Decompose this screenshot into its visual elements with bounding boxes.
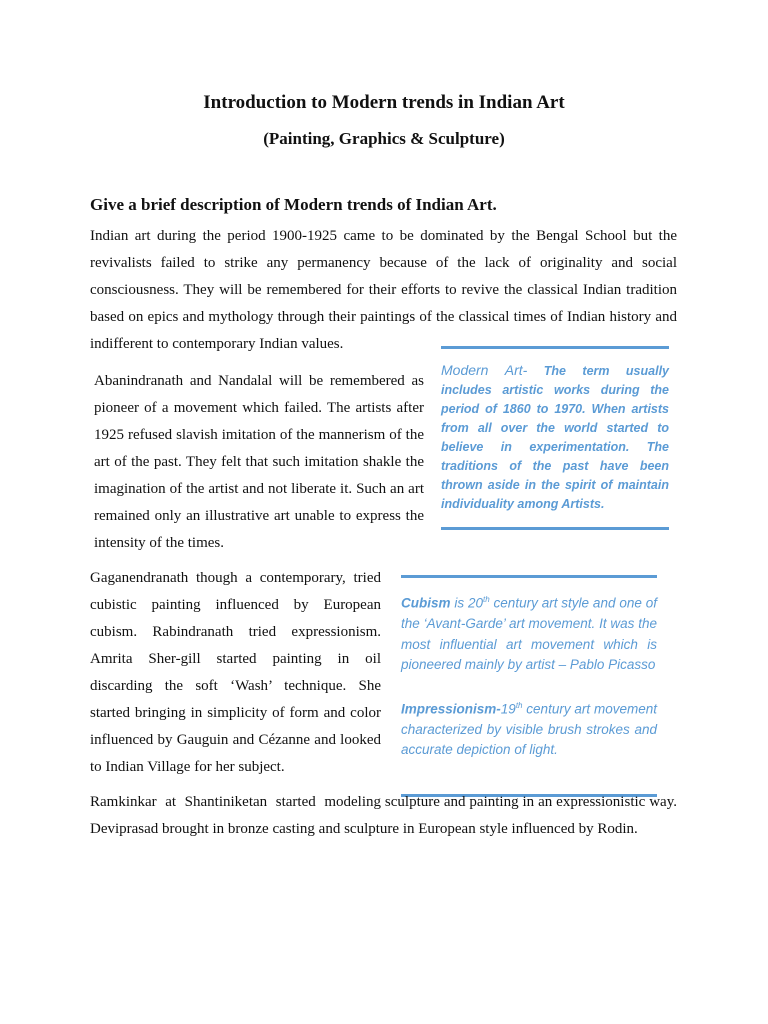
sidebox-modern-art [441, 346, 669, 530]
question-heading: Give a brief description of Modern trends of Indian Art. [90, 195, 497, 214]
impressionism-term: Impressionism- [401, 701, 501, 716]
paragraph-ramkinkar-first-line: Ramkinkar at Shantiniketan started modeling [90, 794, 381, 810]
paragraph-abanindranath: Abanindranath and Nandalal will be remembered as pioneer of a movement which failed. The artists after 1925 refused slavish imitation of the mannerism of the art of the past. They felt that such imitation shakle the imagination of the artist and not liberate it. Such an art remained only an illustrative art unable to express the intensity of the times. [94, 373, 424, 551]
paragraph-ramkinkar [90, 789, 677, 843]
paragraph-ramkinkar-rest: sculpture and painting in an expressionistic way. Deviprasad brought in bronze casting and sculpture in European style influenced by Rodin. [90, 794, 677, 837]
impressionism-definition: Impressionism-19th century art movement characterized by visible brush strokes and accurate depiction of light. [401, 700, 657, 757]
document-subtitle: (Painting, Graphics & Sculpture) [263, 129, 505, 148]
paragraph-gaganendranath: Gaganendranath though a contemporary, tried cubistic painting influenced by European cubism. Rabindranath tried expressionism. Amrita Sher-gill started painting in oil discarding the soft ‘Wash’ technique. She started bringing in simplicity of form and color influenced by Gauguin and Cézanne and looked to Indian Village for her subject. [90, 570, 381, 775]
cubism-definition: Cubism is 20th century art style and one of the ‘Avant-Garde’ art movement. It was the most influential art movement which is pioneered mainly by artist – Pablo Picasso [401, 595, 657, 672]
modern-art-definition: The term usually includes artistic works during the period of 1860 to 1970. When artists from all over the world started to believe in experimentation. The traditions of the past have been thrown aside in the spirit of maintain individuality among Artists. [441, 364, 669, 511]
modern-art-term: Modern Art- [441, 362, 528, 378]
cubism-term: Cubism [401, 595, 451, 611]
paragraph-bengal-school: Indian art during the period 1900-1925 came to be dominated by the Bengal School but the revivalists failed to strike any permanency because of the lack of originality and social consciousness. They will be remembered for their efforts to revive the classical Indian tradition based on epics and mythology through their paintings of the classical times of Indian history and indifferent to contemporary Indian values. [90, 228, 677, 352]
document-title: Introduction to Modern trends in Indian Art [203, 92, 565, 113]
sidebox-cubism-impressionism [401, 575, 657, 797]
